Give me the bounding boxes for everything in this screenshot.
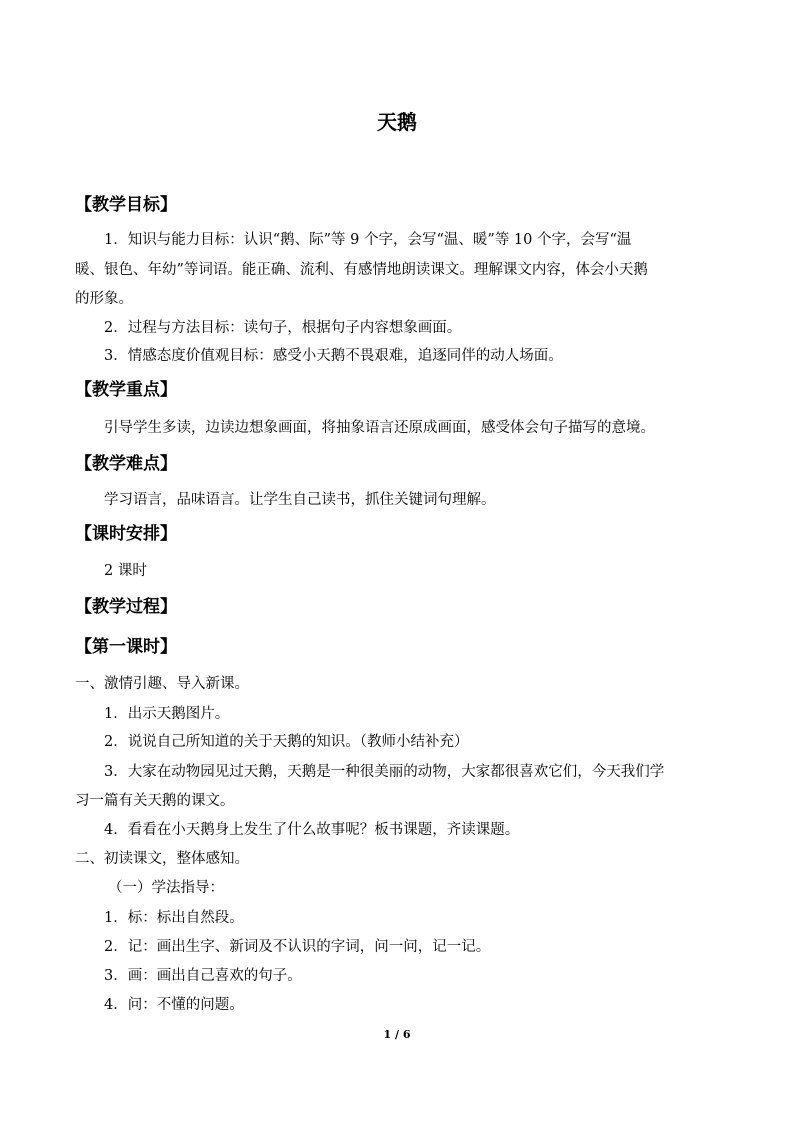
goal-2: 2．过程与方法目标：读句子，根据句子内容想象画面。 (104, 320, 462, 336)
goal-3: 3．情感态度价值观目标：感受小天鹅不畏艰难，追逐同伴的动人场面。 (104, 348, 563, 364)
difficulty-text: 学习语言，品味语言。让学生自己读书，抓住关键词句理解。 (104, 492, 496, 508)
goal-1-line-3: 的形象。 (75, 291, 133, 307)
step-1-item-1: 1．出示天鹅图片。 (104, 706, 230, 722)
step-2-heading: 二、初读课文，整体感知。 (75, 851, 249, 867)
document-title: 天鹅 (377, 110, 417, 134)
step-2-item-4: 4．问：不懂的问题。 (104, 997, 244, 1013)
step-1-item-3-line-2: 习一篇有关天鹅的课文。 (75, 793, 235, 809)
section-heading-focus: 【教学重点】 (75, 380, 177, 400)
section-heading-difficulty: 【教学难点】 (75, 454, 177, 474)
schedule-text: 2 课时 (104, 563, 147, 579)
section-heading-process: 【教学过程】 (75, 597, 177, 617)
goal-1-line-2: 暖、银色、年幼”等词语。能正确、流利、有感情地朗读课文。理解课文内容，体会小天鹅 (75, 262, 648, 278)
section-heading-schedule: 【课时安排】 (75, 524, 177, 544)
step-2-item-1: 1．标：标出自然段。 (104, 910, 244, 926)
step-1-item-4: 4．看看在小天鹅身上发生了什么故事呢？板书课题，齐读课题。 (104, 822, 520, 838)
step-1-item-3-line-1: 3．大家在动物园见过天鹅，天鹅是一种很美丽的动物，大家都很喜欢它们，今天我们学 (104, 764, 665, 780)
section-heading-goals: 【教学目标】 (75, 195, 177, 215)
section-heading-lesson1: 【第一课时】 (75, 637, 177, 657)
step-1-heading: 一、激情引趣、导入新课。 (75, 676, 249, 692)
focus-text: 引导学生多读，边读边想象画面，将抽象语言还原成画面，感受体会句子描写的意境。 (104, 420, 655, 436)
step-2-item-2: 2．记：画出生字、新词及不认识的字词，问一问，记一记。 (104, 939, 491, 955)
step-1-item-2: 2．说说自己所知道的关于天鹅的知识。（教师小结补充） (104, 734, 469, 750)
step-2-item-3: 3．画：画出自己喜欢的句子。 (104, 968, 302, 984)
page-number: 1 / 6 (383, 1028, 411, 1041)
goal-1-line-1: 1．知识与能力目标：认识“鹅、际”等 9 个字，会写“温、暖”等 10 个字，会写“温 (104, 232, 632, 248)
step-2-subheading: （一）学法指导： (108, 880, 224, 896)
